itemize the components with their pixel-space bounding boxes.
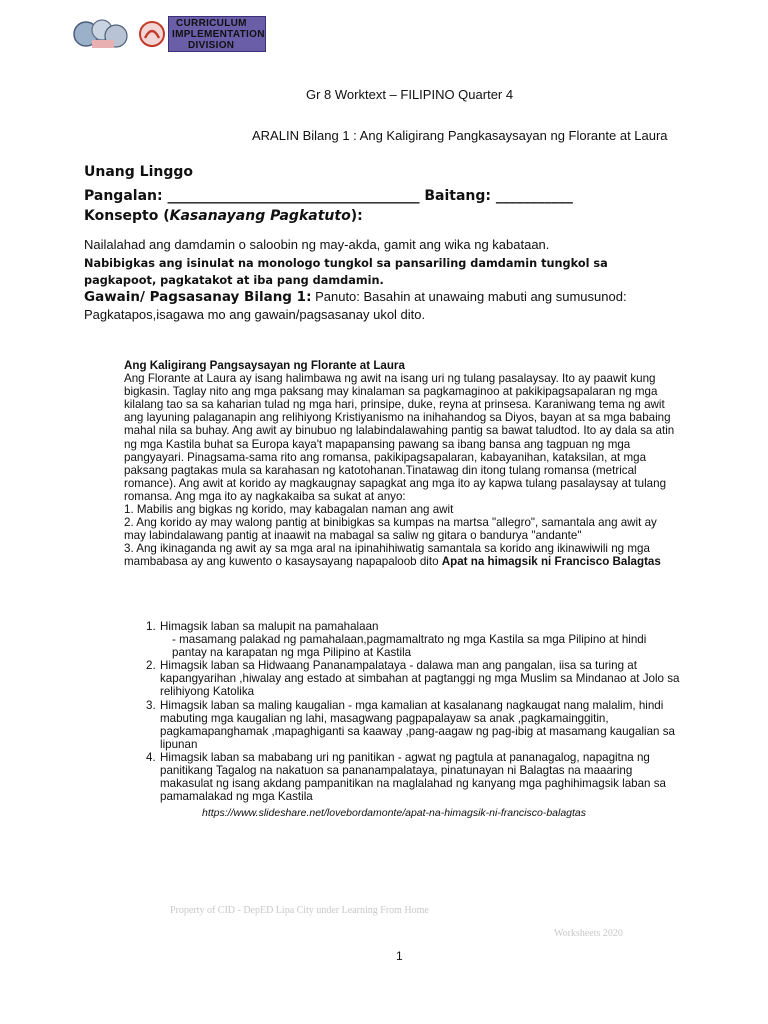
week-label: Unang Linggo bbox=[84, 164, 193, 180]
list-item-number: 3. bbox=[146, 698, 156, 712]
lesson-title: ARALIN Bilang 1 : Ang Kaligirang Pangkasaysayan ng Florante at Laura bbox=[252, 128, 668, 143]
list-item-title: Himagsik laban sa Hidwaang Pananampalataya - dalawa man ang pangalan, iisa sa turing at kapangyarihan ,hiwalay ang estado at simbahan at pagtanggi ng mga Muslim sa Mindanao at Jolo sa relihiyong Katolika bbox=[160, 659, 680, 699]
concept-label bbox=[84, 208, 363, 224]
reading-point-3-text: 3. Ang ikinaganda ng awit ay sa mga aral na ipinahihiwatig samantala sa korido ang ikinawiwili ng mga mambabasa ay ang kuwento o kasaysayang napapaloob dito bbox=[124, 542, 650, 569]
reading-title: Ang Kaligirang Pangsaysayan ng Florante at Laura bbox=[124, 359, 405, 372]
sdo-emblem-icon bbox=[138, 20, 166, 48]
learning-objective: Nailalahad ang damdamin o saloobin ng may-akda, gamit ang wika ng kabataan. bbox=[84, 237, 550, 252]
himagsik-list bbox=[146, 620, 682, 803]
name-grade-row bbox=[84, 188, 573, 204]
learning-objective-detail: Nabibigkas ang isinulat na monologo tungkol sa pansariling damdamin tungkol sa pagkapoot, pagkatakot at iba pang damdamin. bbox=[84, 257, 608, 287]
name-blank: ____________________________________ bbox=[167, 188, 420, 204]
activity-label: Gawain/ Pagsasanay Bilang 1: bbox=[84, 289, 312, 305]
deped-seal-icon bbox=[72, 12, 130, 52]
reading-paragraph: Ang Florante at Laura ay isang halimbawa ng awit na isang uri ng tulang pasalaysay. Ito ay paawit kung bigkasin. Taglay nito ang mga paksang may kinalaman sa pagkamaginoo at pakikipagsapalaran ng mga kilalang tao sa sa kaharian tulad ng mga hari, prinsipe, duke, reyna at prinsesa. Karaniwang tema ng awit ang layuning palaganapin ang relihiyong Kristiyanismo na inihahandog sa Diyos, bayan at sa mga babaing mahal nila sa buhay. Ang awit ay binubuo ng lalabindalawahing pantig sa bawat taludtod. Ito ay dala sa atin ng mga Kastila buhat sa Europa kaya't mapapansing pawang sa ibang bansa ang tagpuan ng mga pangyayari. Pinagsama-sama rito ang romansa, pakikipagsapalaran, kabayanihan, kataksilan, at mga paksang pagtakas mula sa karahasan ng katotohanan.Tinatawag din itong tulang romansa (metrical romance). Ang awit at korido ay magkaugnay sapagkat ang mga ito ay kapwa tulang pasalaysay at tulang romansa. Ang mga ito ay nagkakaiba sa sukat at anyo: bbox=[124, 372, 675, 503]
reading-point-1: 1. Mabilis ang bigkas ng korido, may kabagalan naman ang awit bbox=[124, 503, 454, 517]
list-item bbox=[146, 659, 682, 698]
list-item-title: Himagsik laban sa mababang uri ng panitikan - agwat ng pagtula at pananagalog, napagitna ng panitikang Tagalog na nakatuon sa pananampalataya, pinatunayan ni Balagtas na maaaring makasulat ng isang akdang pampanitikan na maglalahad ng kanyang mga paghihimagsik laban sa pamamalakad ng mga Kastila bbox=[160, 750, 666, 804]
concept-label-end: ): bbox=[350, 208, 363, 224]
grade-blank: ___________ bbox=[495, 188, 573, 204]
list-item bbox=[146, 751, 682, 803]
reading-passage bbox=[124, 359, 680, 569]
grade-label: Baitang: bbox=[424, 188, 491, 204]
list-item-title: Himagsik laban sa malupit na pamahalaan bbox=[160, 620, 379, 633]
list-item-number: 2. bbox=[146, 659, 156, 673]
page-number: 1 bbox=[396, 949, 403, 963]
activity-instructions bbox=[84, 288, 684, 324]
concept-label-italic: Kasanayang Pagkatuto bbox=[169, 208, 351, 224]
himagsik-heading: Apat na himagsik ni Francisco Balagtas bbox=[441, 555, 661, 569]
footer-watermark: Property of CID - DepED Lipa City under Learning From Home bbox=[170, 905, 429, 916]
concept-label-start: Konsepto ( bbox=[84, 208, 170, 224]
list-item-number: 1. bbox=[146, 620, 156, 633]
list-item-detail: - masamang palakad ng pamahalaan,pagmamaltrato ng mga Kastila sa mga Pilipino at hindi pantay na karapatan ng mga Pilipino at Kastila bbox=[172, 633, 647, 660]
cid-logo bbox=[72, 12, 268, 52]
logo-line-2: IMPLEMENTATION bbox=[172, 29, 265, 40]
reading-point-3 bbox=[124, 542, 680, 568]
list-item-title: Himagsik laban sa maling kaugalian - mga kamalian at kasalanang nagkaugat nang malalim, hindi mabuting mga kaugalian ng lahi, masagwang pagpapalayaw sa anak ,pagkamainggitin, pagkamapanghamak ,mapaghiganti sa kaaway ,pang-aagaw ng pag-ibig at masamang kaugalian sa lipunan bbox=[160, 698, 675, 751]
footer-worksheets: Worksheets 2020 bbox=[554, 928, 623, 939]
logo-line-1: CURRICULUM bbox=[176, 18, 247, 29]
source-link[interactable]: https://www.slideshare.net/lovebordamonte/apat-na-himagsik-ni-francisco-balagtas bbox=[202, 807, 587, 819]
list-item bbox=[146, 620, 682, 659]
document-title: Gr 8 Worktext – FILIPINO Quarter 4 bbox=[306, 87, 514, 102]
logo-line-3: DIVISION bbox=[188, 40, 235, 51]
activity-text: Panuto: Basahin at unawaing mabuti ang sumusunod: Pagkatapos,isagawa mo ang gawain/pagsasanay ukol dito. bbox=[84, 289, 627, 322]
list-item bbox=[146, 699, 682, 751]
reading-point-2: 2. Ang korido ay may walong pantig at binibigkas sa kumpas na martsa "allegro", samantala ang awit ay may labindalawang pantig at inaawit na mabagal sa saliw ng gitara o bandurya "andante" bbox=[124, 516, 657, 543]
name-label: Pangalan: bbox=[84, 188, 163, 204]
list-item-number: 4. bbox=[146, 750, 156, 764]
